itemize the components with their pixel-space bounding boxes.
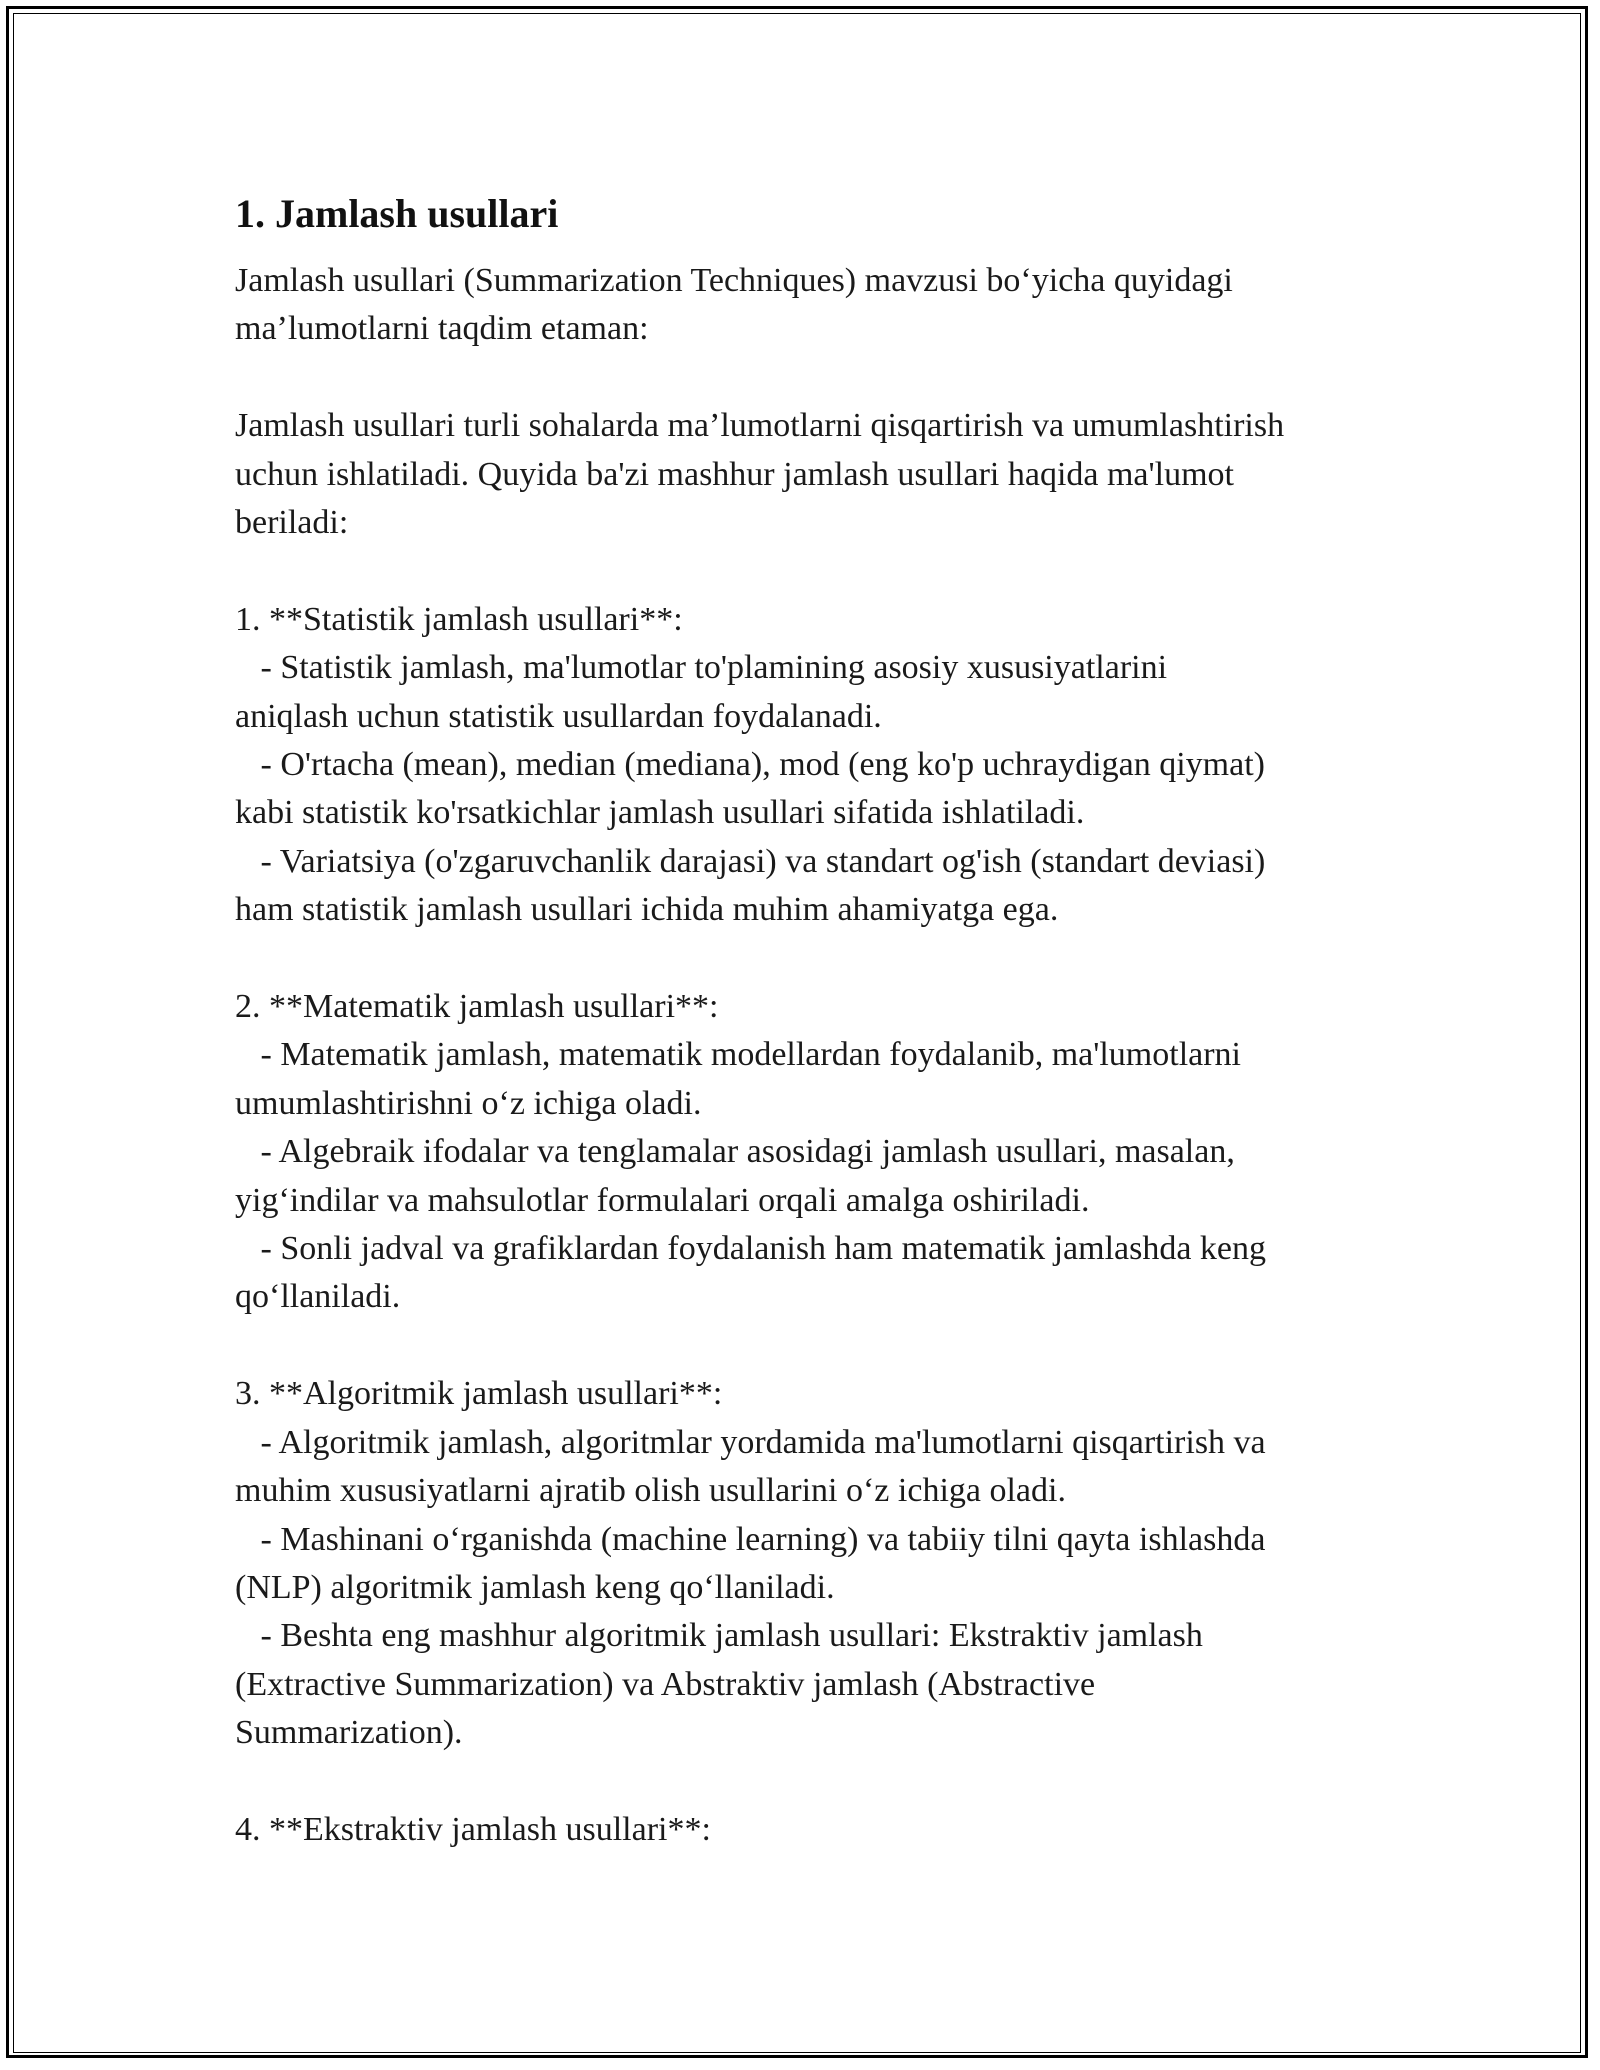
document-body — [235, 185, 1395, 1854]
overview-paragraph: Jamlash usullari turli sohalarda ma’lumotlarni qisqartirish va umumlashtirish uchun ishlatiladi. Quyida ba'zi mashhur jamlash usullari haqida ma'lumot beriladi: — [235, 407, 1285, 542]
section-heading: 1. Jamlash usullari — [235, 191, 559, 236]
extractive-summarization-section: 4. **Ekstraktiv jamlash usullari**: — [235, 1810, 711, 1848]
paragraph-gap — [235, 935, 1395, 983]
intro-paragraph: Jamlash usullari (Summarization Techniques) mavzusi bo‘yicha quyidagi ma’lumotlarni taqdim etaman: — [235, 262, 1233, 348]
paragraph-gap — [235, 354, 1395, 402]
paragraph-gap — [235, 1758, 1395, 1806]
mathematical-summarization-section: 2. **Matematik jamlash usullari**: - Matematik jamlash, matematik modellardan foydalanib, ma'lumotlarni umumlashtirishni o‘z ichiga oladi. - Algebraik ifodalar va tenglamalar asosidagi jamlash usullari, masalan, yig‘indilar va mahsulotlar formulalari orqali amalga oshiriladi. - Sonli jadval va grafiklardan foydalanish ham matematik jamlashda keng qo‘llaniladi. — [235, 988, 1267, 1316]
paragraph-gap — [235, 1322, 1395, 1370]
statistical-summarization-section: 1. **Statistik jamlash usullari**: - Statistik jamlash, ma'lumotlar to'plamining asosiy xususiyatlarini aniqlash uchun statistik usullardan foydalanadi. - O'rtacha (mean), median (mediana), mod (eng ko'p uchraydigan qiymat) kabi statistik ko'rsatkichlar jamlash usullari sifatida ishlatiladi. - Variatsiya (o'zgaruvchanlik darajasi) va standart og'ish (standart deviasi) ham statistik jamlash usullari ichida muhim ahamiyatga ega. — [235, 600, 1266, 929]
algorithmic-summarization-section: 3. **Algoritmik jamlash usullari**: - Algoritmik jamlash, algoritmlar yordamida ma'lumotlarni qisqartirish va muhim xususiyatlarni ajratib olish usullarini o‘z ichiga oladi. - Mashinani o‘rganishda (machine learning) va tabiiy tilni qayta ishlashda (NLP) algoritmik jamlash keng qo‘llaniladi. - Beshta eng mashhur algoritmik jamlash usullari: Ekstraktiv jamlash (Extractive Summarization) va Abstraktiv jamlash (Abstractive Summarization). — [235, 1375, 1266, 1752]
paragraph-gap — [235, 547, 1395, 595]
